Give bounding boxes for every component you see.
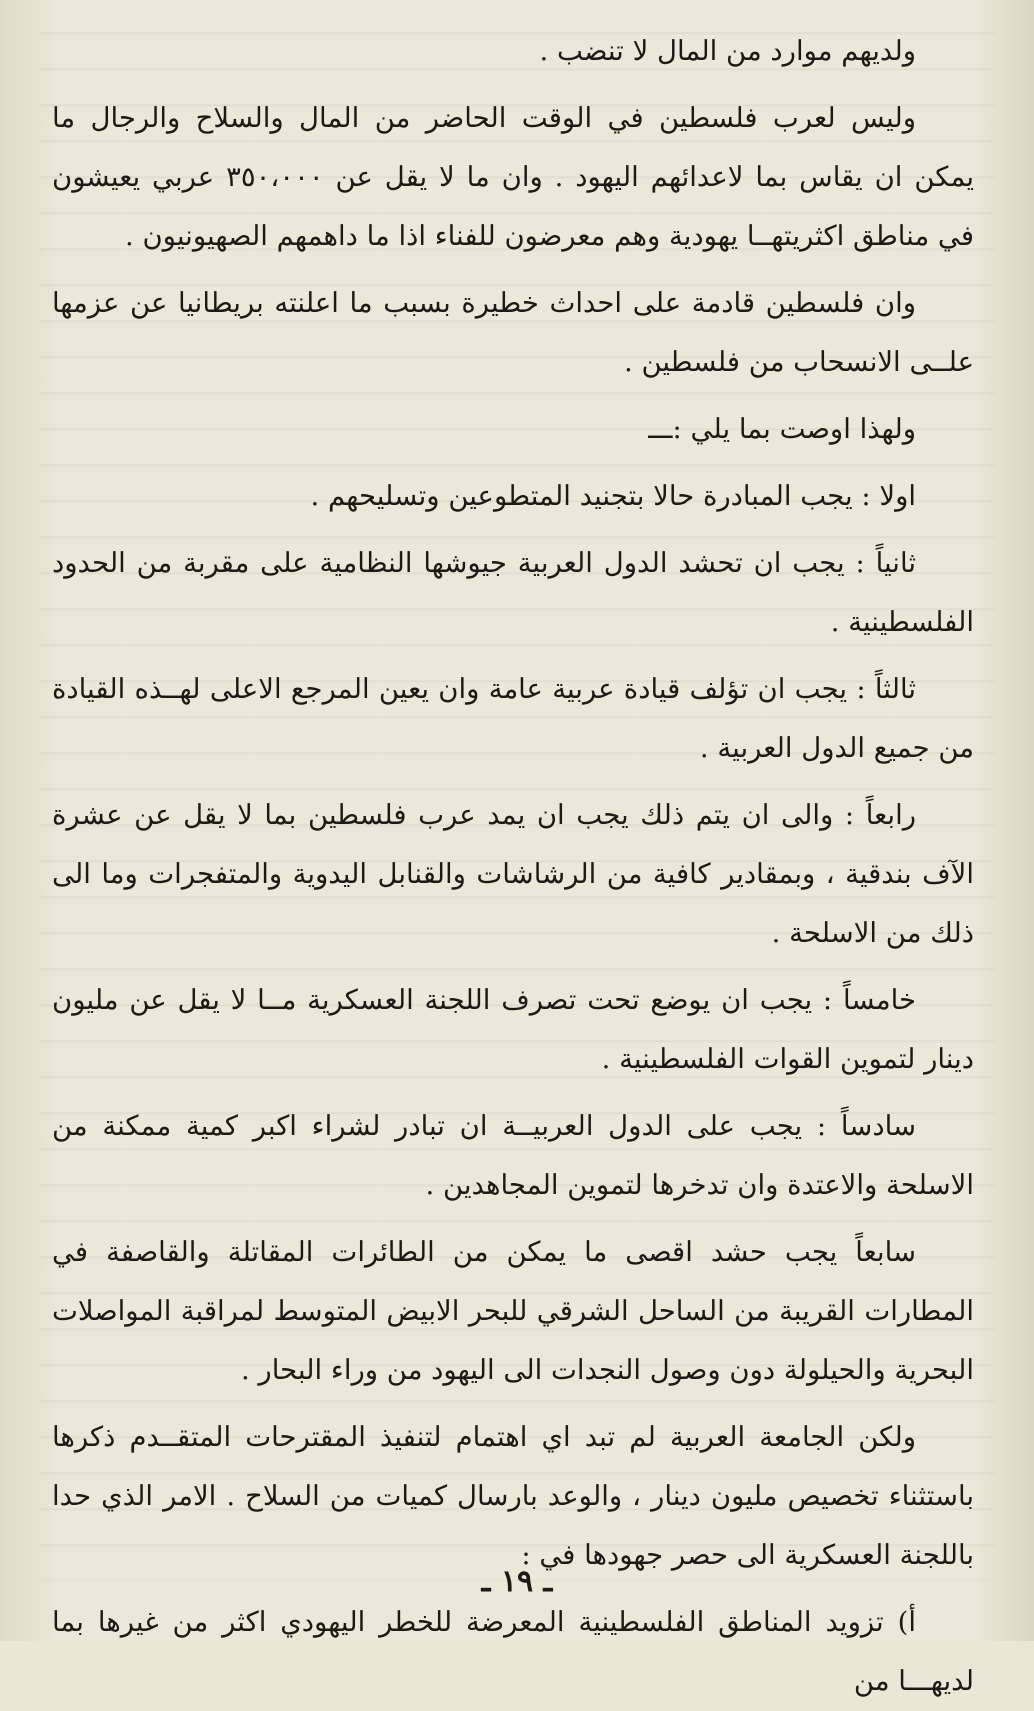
paragraph-third-recommendation: ثالثاً : يجب ان تؤلف قيادة عربية عامة وان يعين المرجع الاعلى لهــذه القيادة من جميع الدول العربية . bbox=[52, 673, 974, 764]
paragraph-fifth-recommendation: خامساً : يجب ان يوضع تحت تصرف اللجنة العسكرية مــا لا يقل عن مليون دينار لتموين القوات الفلسطينية . bbox=[52, 984, 974, 1075]
paragraph-sixth-recommendation: سادساً : يجب على الدول العربيــة ان تبادر لشراء اكبر كمية ممكنة من الاسلحة والاعتدة وان تدخرها لتموين المجاهدين . bbox=[52, 1110, 974, 1201]
paragraph-arab-strength: وليس لعرب فلسطين في الوقت الحاضر من المال والسلاح والرجال ما يمكن ان يقاس بما لاعدائهم اليهود . وان ما لا يقل عن ٣٥٠،٠٠٠ عربي يعيشون في مناطق اكثريتهــا يهودية وهم معرضون للفناء اذا ما داهمهم الصهيونيون . bbox=[52, 102, 975, 252]
paragraph-second-recommendation: ثانياً : يجب ان تحشد الدول العربية جيوشها النظامية على مقربة من الحدود الفلسطينية . bbox=[52, 547, 974, 638]
paragraph-league-response: ولكن الجامعة العربية لم تبد اي اهتمام لتنفيذ المقترحات المتقــدم ذكرها باستثناء تخصيص مليون دينار ، والوعد بارسال كميات من السلاح . الامر الذي حدا باللجنة العسكرية الى حصر جهودها في : bbox=[52, 1421, 974, 1571]
page-body bbox=[52, 22, 974, 1711]
page-number-text: ـ ١٩ ـ bbox=[481, 1564, 553, 1599]
paragraph-seventh-recommendation: سابعاً يجب حشد اقصى ما يمكن من الطائرات المقاتلة والقاصفة في المطارات القريبة من الساحل الشرقي للبحر الابيض المتوسط لمراقبة المواصلات البحرية والحيلولة دون وصول النجدات الى اليهود من وراء البحار . bbox=[52, 1236, 974, 1386]
paragraph-item-a: أ) تزويد المناطق الفلسطينية المعرضة للخطر اليهودي اكثر من غيرها بما لديهـــا من bbox=[52, 1606, 974, 1697]
page-number bbox=[0, 1564, 1034, 1599]
paragraph-resources: ولديهم موارد من المال لا تنضب . bbox=[539, 35, 916, 67]
paragraph-fourth-recommendation: رابعاً : والى ان يتم ذلك يجب ان يمد عرب فلسطين بما لا يقل عن عشرة الآف بندقية ، وبمقادير كافية من الرشاشات والقنابل اليدوية والمتفجرات وما الى ذلك من الاسلحة . bbox=[52, 799, 974, 949]
paragraph-british-withdrawal: وان فلسطين قادمة على احداث خطيرة بسبب ما اعلنته بريطانيا عن عزمها علــى الانسحاب من فلسطين . bbox=[52, 287, 974, 378]
paragraph-recommendations-intro: ولهذا اوصت بما يلي :ـــ bbox=[648, 413, 916, 445]
paragraph-first-recommendation: اولا : يجب المبادرة حالا بتجنيد المتطوعين وتسليحهم . bbox=[310, 480, 916, 512]
